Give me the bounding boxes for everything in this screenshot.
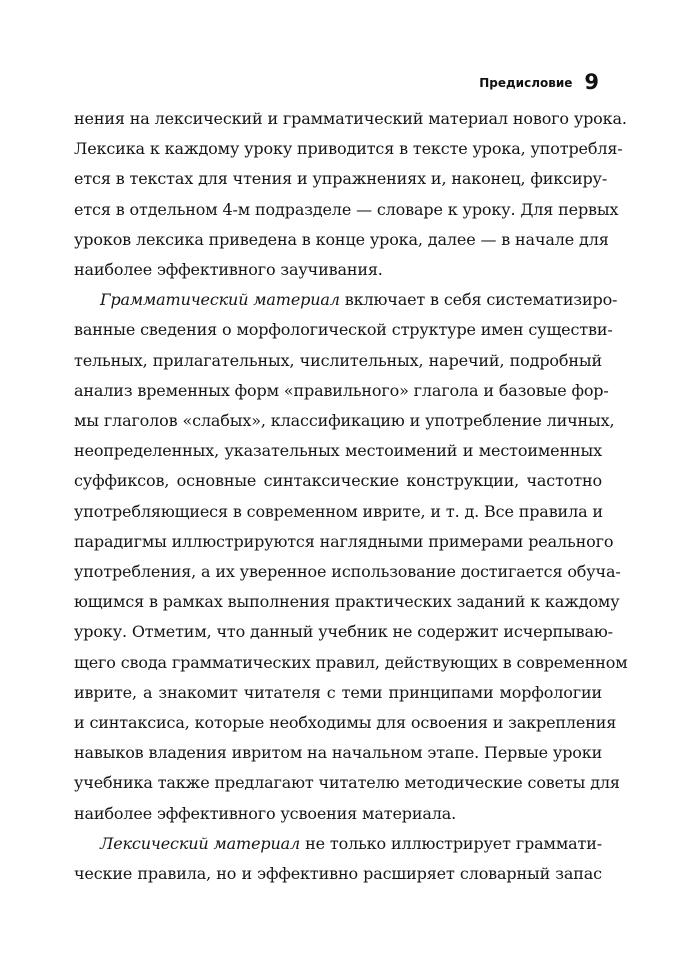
text-line: употребления, а их уверенное использование достигается обуча- [74,562,621,582]
text-line: ется в текстах для чтения и упражнениях и, наконец, фиксиру- [74,169,608,189]
text-line: учебника также предлагают читателю методические советы для [74,773,620,793]
text-line: Лексика к каждому уроку приводится в тексте урока, употребля- [74,139,623,159]
text-line: и синтаксиса, которые необходимы для освоения и закрепления [74,713,617,733]
text-line: анализ временных форм «правильного» глагола и базовые фор- [74,380,609,400]
text-segment: не только иллюстрирует граммати- [300,833,602,853]
text-line: неопределенных, указательных местоимений и местоименных [74,441,602,461]
text-line: ющимся в рамках выполнения практических заданий к каждому [74,592,620,612]
text-line: употребляющиеся в современном иврите, и т. д. Все правила и [74,501,603,521]
running-title: Предисловие [479,76,573,90]
text-line: парадигмы иллюстрируются наглядными примерами реального [74,531,614,551]
text-line: нения на лексический и грамматический материал нового урока. [74,109,627,128]
italic-term: Лексический материал [100,833,301,853]
text-line [74,829,602,859]
text-body [74,104,628,889]
text-line [74,285,618,315]
text-line: суффиксов, основные синтаксические конструкции, частотно [74,471,602,491]
text-line: уроку. Отметим, что данный учебник не содержит исчерпываю- [74,622,613,642]
text-line: щего свода грамматических правил, действующих в современном [74,652,628,672]
page-number: 9 [584,70,599,94]
text-line: наиболее эффективного заучивания. [74,260,383,280]
paragraph-lexicon-intro [74,104,627,285]
italic-term: Грамматический материал [100,290,340,310]
paragraph-lexical-material [74,829,602,889]
text-line: тельных, прилагательных, числительных, наречий, подробный [74,350,602,370]
text-segment: включает в себя систематизиро- [339,290,618,310]
text-line: навыков владения ивритом на начальном этапе. Первые уроки [74,743,603,763]
text-line: мы глаголов «слабых», классификацию и употребление личных, [74,411,615,431]
text-line: уроков лексика приведена в конце урока, далее — в начале для [74,229,609,249]
text-line: иврите, а знакомит читателя с теми принципами морфологии [74,682,602,702]
page-header [479,64,599,94]
paragraph-grammar-material [74,285,628,829]
text-line: ческие правила, но и эффективно расширяет словарный запас [74,864,602,884]
text-line: наиболее эффективного усвоения материала. [74,803,457,823]
text-line: ванные сведения о морфологической структуре имен существи- [74,320,613,340]
text-line: ется в отдельном 4-м подразделе — словаре к уроку. Для первых [74,199,619,219]
